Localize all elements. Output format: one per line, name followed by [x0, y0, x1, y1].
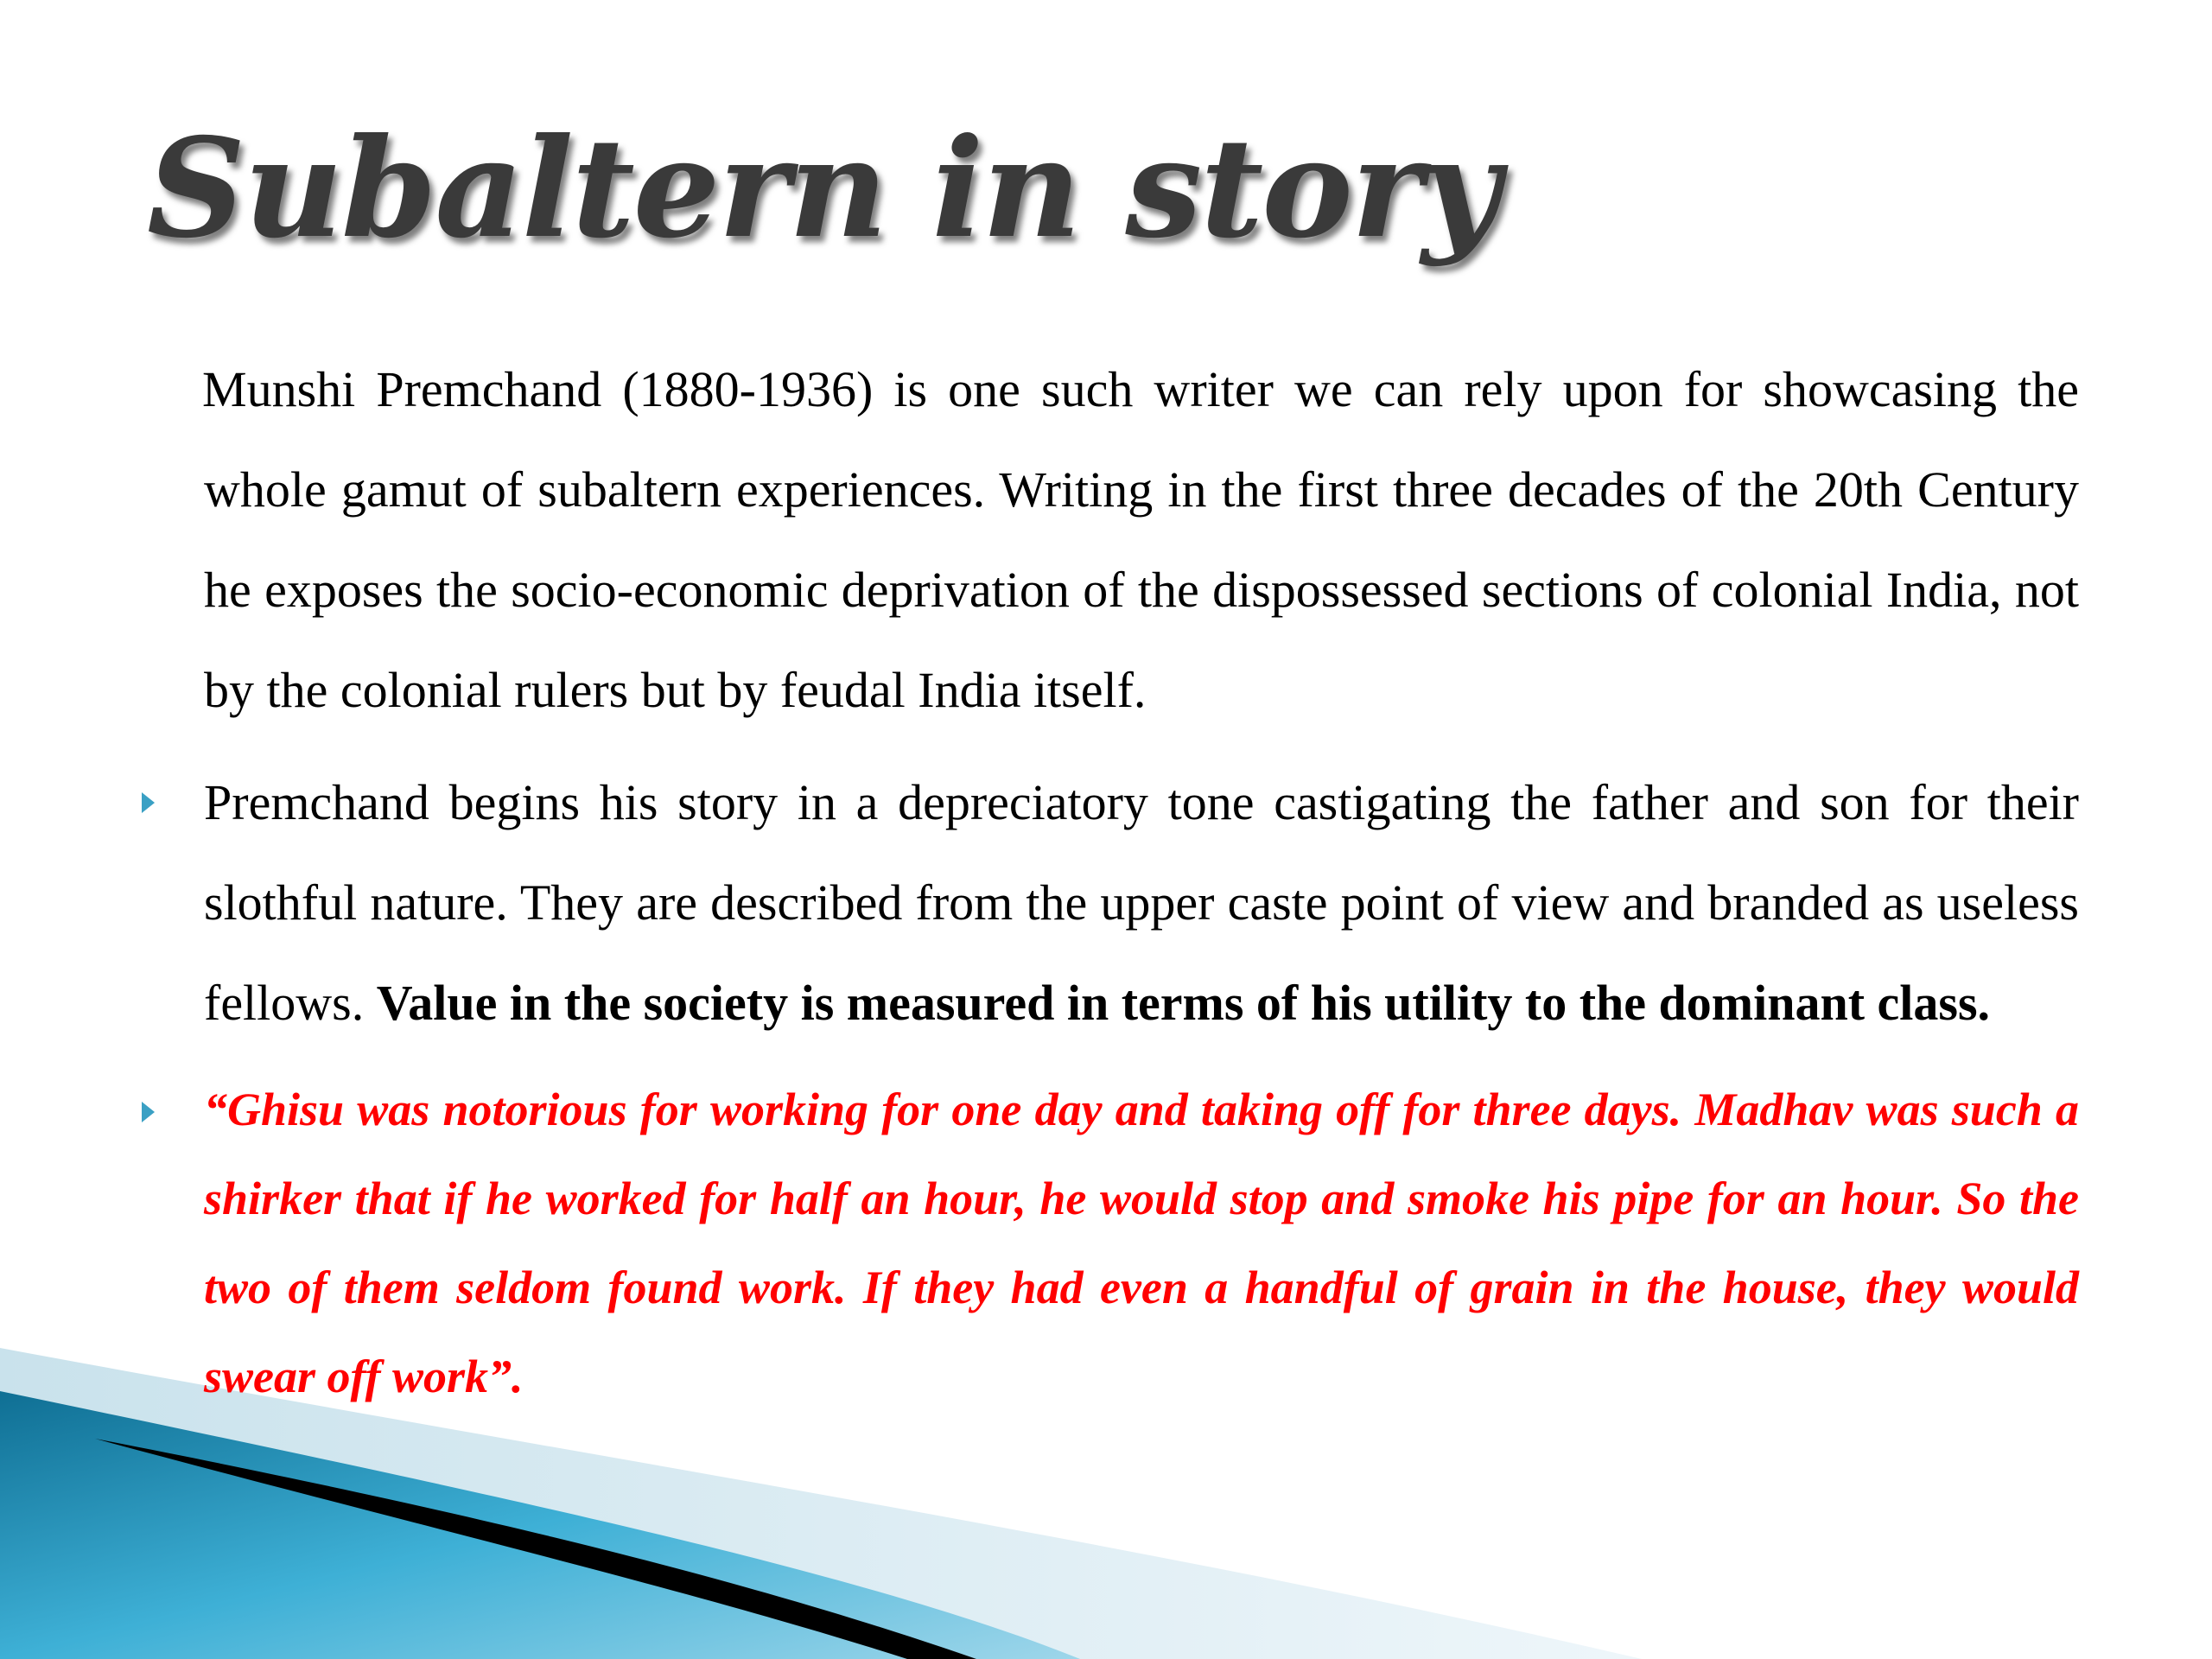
- bullet-arrow-icon: [142, 792, 155, 813]
- slide-content: [204, 340, 2079, 1421]
- bullet-arrow-icon: [142, 1102, 155, 1122]
- slide-title: Subaltern in story: [147, 109, 1499, 269]
- bullet-item-1: [204, 753, 2079, 1053]
- bullet-item-2: [204, 1065, 2079, 1421]
- bullet-2-quote: “Ghisu was notorious for working for one day and taking off for three days. Madhav was such a shirker that if he worked for half an hour, he would stop and smoke his pipe for an hour. So the two of them seldom found work. If they had even a handful of grain in the house, they would swear off work”.: [204, 1084, 2079, 1402]
- bullet-1-text: Premchand begins his story in a depreciatory tone castigating the father and son for their slothful nature. They are described from the upper caste point of view and branded as useless fellows.: [204, 774, 2079, 1031]
- bullet-1-bold-text: Value in the society is measured in terms of his utility to the dominant class.: [376, 975, 1991, 1031]
- intro-paragraph: Munshi Premchand (1880-1936) is one such writer we can rely upon for showcasing the whole gamut of subaltern experiences. Writing in the first three decades of the 20th Century he exposes the socio-economic deprivation of the dispossessed sections of colonial India, not by the colonial rulers but by feudal India itself.: [202, 361, 2079, 718]
